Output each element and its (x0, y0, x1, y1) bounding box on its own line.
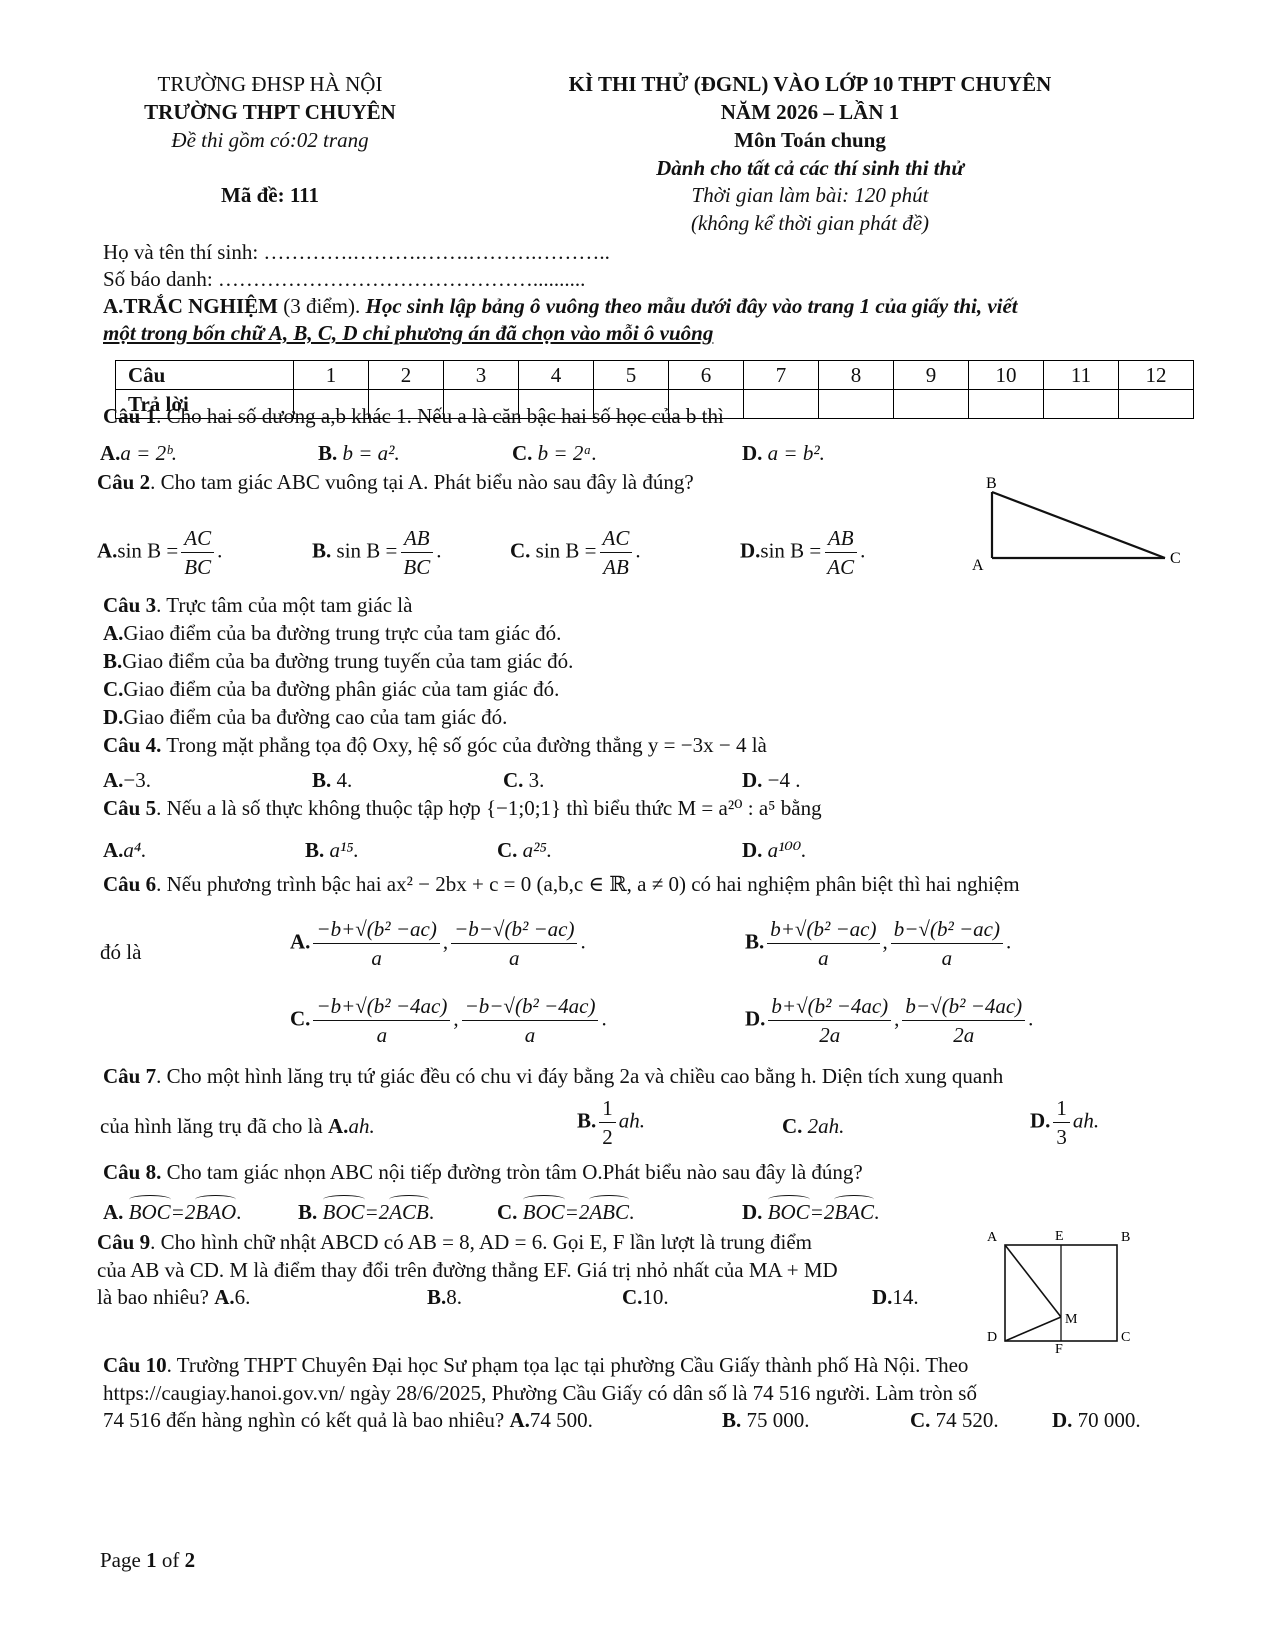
q4-option-b (312, 768, 352, 793)
q6-option-c: C. $\frac{\text{−b+√(b² −4ac)}}{a}$ , $\frac{\text{−b−√(b² −4ac)}}{a}$ . (290, 992, 607, 1050)
q6-a-den1: a (371, 946, 382, 971)
q2-text: . Cho tam giác ABC vuông tại A. Phát biểu nào sau đây là đúng? (150, 470, 694, 494)
q10-text-1: . Trường THPT Chuyên Đại học Sư phạm tọa lạc tại phường Cầu Giấy thành phố Hà Nội. Theo (166, 1353, 969, 1377)
q6-b-num2: b−√(b² −ac) (891, 915, 1003, 944)
q9-line-3 (97, 1285, 250, 1310)
q6-option-a-label: A. (290, 929, 311, 954)
q9-seg-ma (1005, 1245, 1061, 1317)
q1-option-b (318, 441, 400, 466)
q2-option-b-label: B. (312, 538, 332, 563)
q8-c-arc-lhs: BOC (522, 1200, 565, 1224)
q3-option-c-text: Giao điểm của ba đường phân giác của tam giác đó. (123, 677, 560, 701)
q10-label: Câu 10 (103, 1353, 167, 1377)
q7-b-tail: ah. (618, 1108, 646, 1133)
q3-option-b-text: Giao điểm của ba đường trung tuyến của tam giác đó. (122, 649, 574, 673)
q4-text: Trong mặt phẳng tọa độ Oxy, hệ số góc của đường thẳng y = −3x − 4 là (161, 733, 767, 757)
q5-option-b-label: B. (305, 838, 325, 862)
q6-c-num2: −b−√(b² −4ac) (462, 992, 599, 1021)
q8-stem (103, 1160, 863, 1185)
footer-prefix: Page (100, 1548, 147, 1572)
q5-stem (103, 796, 822, 821)
answer-table-header-traloi: Trả lời (116, 390, 294, 419)
answer-cell (819, 390, 894, 419)
q6-a-frac2 (451, 915, 577, 973)
answer-table-num: 3 (444, 361, 519, 390)
q2-fraction-a (181, 524, 214, 582)
q7-d-tail: ah. (1072, 1108, 1100, 1133)
q7-b-frac (599, 1094, 616, 1152)
q2-fraction-b (400, 524, 433, 582)
q4-option-d-text: −4 . (767, 768, 801, 792)
q10-option-c (910, 1408, 999, 1433)
q5-option-c (497, 838, 552, 863)
q6-c-den1: a (376, 1023, 388, 1048)
q5-option-d-label: D. (742, 838, 763, 862)
q9-option-b-text: 8. (446, 1285, 463, 1309)
q2-fraction-d (824, 524, 857, 582)
q5-option-b-text: a¹⁵. (329, 838, 359, 862)
answer-table-num: 5 (594, 361, 669, 390)
section-a-heading (103, 294, 1018, 319)
q7-text: . Cho một hình lăng trụ tứ giác đều có chu vi đáy bằng 2a và chiều cao bằng h. Diện tích xung quanh (156, 1064, 1004, 1088)
q5-option-c-label: C. (497, 838, 518, 862)
q6-option-c-label: C. (290, 1006, 311, 1031)
q7-option-c-label: C. (782, 1114, 803, 1138)
q6-b-frac2 (891, 915, 1003, 973)
q10-option-d-label: D. (1052, 1408, 1073, 1432)
q1-option-b-text: b = a². (342, 441, 400, 465)
q1-text: . Cho hai số dương a,b khác 1. Nếu a là căn bậc hai số học của b thì (156, 404, 724, 428)
exam-time-note: (không kể thời gian phát đề) (690, 211, 930, 235)
q6-c-frac1 (313, 992, 450, 1050)
candidate-id-label: Số báo danh: ……………………………………….......... (103, 267, 586, 291)
q10-option-b-label: B. (722, 1408, 742, 1432)
q10-option-c-text: 74 520. (935, 1408, 999, 1432)
q3-option-b-label: B. (103, 649, 123, 673)
answer-table-num: 9 (894, 361, 969, 390)
q8-c-eq: =2 (564, 1200, 590, 1224)
answer-table-num: 12 (1119, 361, 1194, 390)
q5-option-a-label: A. (103, 838, 124, 862)
q6-d-num2: b−√(b² −4ac) (902, 992, 1025, 1021)
q5-option-d-text: a¹⁰⁰. (767, 838, 807, 862)
q8-option-b-label: B. (298, 1200, 318, 1224)
q9-line-2: của AB và CD. M là điểm thay đổi trên đường thẳng EF. Giá trị nhỏ nhất của MA + MD (97, 1258, 838, 1282)
q5-option-a-text: a⁴. (123, 838, 147, 862)
answer-table-num: 6 (669, 361, 744, 390)
q8-option-c-label: C. (497, 1200, 518, 1224)
q6-a-num1: −b+√(b² −ac) (313, 915, 439, 944)
q2-num-c: AC (600, 524, 633, 553)
q2-stem (97, 470, 694, 495)
q9-option-b (427, 1285, 462, 1310)
q6-a-num2: −b−√(b² −ac) (451, 915, 577, 944)
q9-text-1: . Cho hình chữ nhật ABCD có AB = 8, AD = 6. Gọi E, F lần lượt là trung điểm (150, 1230, 812, 1254)
q5-option-d (742, 838, 807, 863)
q2-label-b: B (986, 475, 997, 492)
answer-table-num: 1 (294, 361, 369, 390)
q8-option-b: B. BOC=2ACB. (298, 1200, 435, 1224)
answer-table-num: 8 (819, 361, 894, 390)
q7-d-frac (1053, 1094, 1070, 1152)
q8-d-arc-lhs: BOC (767, 1200, 810, 1224)
q7-option-d-label: D. (1030, 1108, 1051, 1133)
q8-d-arc-rhs: BAC (834, 1200, 875, 1224)
q10-line-1 (103, 1353, 968, 1378)
q6-option-d: D. $\frac{\text{b+√(b² −4ac)}}{2a}$ , $\frac{\text{b−√(b² −4ac)}}{2a}$ . (745, 992, 1033, 1050)
q7-label: Câu 7 (103, 1064, 157, 1088)
q2-option-d: D.sin B = $\frac{AB}{AC}$ . (740, 524, 865, 582)
q6-label: Câu 6 (103, 872, 157, 896)
q3-option-c (103, 677, 559, 702)
q2-num-a: AC (181, 524, 214, 553)
exam-title: KÌ THI THỬ (ĐGNL) VÀO LỚP 10 THPT CHUYÊN (568, 72, 1052, 96)
q2-option-a-label: A. (97, 538, 118, 563)
q4-option-a (103, 768, 151, 793)
q9-label: Câu 9 (97, 1230, 151, 1254)
q8-b-eq: =2 (364, 1200, 390, 1224)
q2-triangle-figure (960, 470, 1190, 580)
q10-line-2: https://caugiay.hanoi.gov.vn/ ngày 28/6/2025, Phường Cầu Giấy có dân số là 74 516 người. Làm tròn số (103, 1381, 977, 1405)
q6-b-den1: a (818, 946, 829, 971)
q3-option-a-label: A. (103, 621, 124, 645)
q10-option-a-text: 74 500. (529, 1408, 593, 1432)
q2-option-c: C. sin B = $\frac{AC}{AB}$ . (510, 524, 641, 582)
q1-option-a (100, 441, 177, 466)
q6-option-d-label: D. (745, 1006, 766, 1031)
q6-b-frac1 (767, 915, 879, 973)
footer-of: of (156, 1548, 185, 1572)
q4-option-b-text: 4. (336, 768, 353, 792)
q1-option-d (742, 441, 825, 466)
q2-den-c: AB (603, 555, 629, 580)
q6-text: . Nếu phương trình bậc hai ax² − 2bx + c = 0 (a,b,c ∈ ℝ, a ≠ 0) có hai nghiệm phân biệt thì hai nghiệm (156, 872, 1020, 896)
q10-option-c-label: C. (910, 1408, 931, 1432)
q3-option-a (103, 621, 561, 646)
school-name-2: TRƯỜNG THPT CHUYÊN (144, 100, 396, 124)
answer-table-header-cau: Câu (116, 361, 294, 390)
q8-a-arc-rhs: BAO (195, 1200, 237, 1224)
q6-d-frac1 (768, 992, 891, 1050)
exam-code: Mã đề: 111 (221, 183, 319, 207)
q8-c-arc-rhs: ABC (589, 1200, 630, 1224)
q1-option-d-label: D. (742, 441, 763, 465)
q6-a-frac1 (313, 915, 439, 973)
section-a-instruction-1: Học sinh lập bảng ô vuông theo mẫu dưới đây vào trang 1 của giấy thi, viết (365, 294, 1018, 318)
q1-option-c-label: C. (512, 441, 533, 465)
q1-option-c (512, 441, 597, 466)
q8-a-arc-lhs: BOC (128, 1200, 171, 1224)
q4-option-d-label: D. (742, 768, 763, 792)
q2-side-bc (992, 492, 1165, 558)
q9-line-1 (97, 1230, 812, 1255)
q6-option-b-label: B. (745, 929, 765, 954)
q10-option-b (722, 1408, 810, 1433)
q2-lhs: sin B = (336, 538, 398, 563)
q8-label: Câu 8. (103, 1160, 162, 1184)
q3-option-b (103, 649, 573, 674)
q10-option-a-label: A. (509, 1408, 530, 1432)
q6-b-den2: a (941, 946, 953, 971)
q7-stem (103, 1064, 1003, 1089)
q1-option-a-text: a = 2ᵇ. (120, 441, 177, 465)
q8-option-a-label: A. (103, 1200, 124, 1224)
q6-d-den1: 2a (819, 1023, 841, 1048)
section-a-points: (3 điểm). (278, 294, 366, 318)
answer-table-num: 7 (744, 361, 819, 390)
q1-option-a-label: A. (100, 441, 121, 465)
q9-option-c-text: 10. (642, 1285, 669, 1309)
q6-option-a: A. $\frac{\text{−b+√(b² −ac)}}{a}$ , $\frac{\text{−b−√(b² −ac)}}{a}$ . (290, 915, 586, 973)
q8-option-a: A. BOC=2BAO. (103, 1200, 242, 1224)
q4-label: Câu 4. (103, 733, 162, 757)
q6-d-frac2 (902, 992, 1025, 1050)
q3-text: . Trực tâm của một tam giác là (156, 593, 413, 617)
school-name-1: TRƯỜNG ĐHSP HÀ NỘI (157, 72, 383, 96)
q2-label: Câu 2 (97, 470, 151, 494)
q8-option-c: C. BOC=2ABC. (497, 1200, 635, 1224)
q10-option-d (1052, 1408, 1141, 1433)
q7-b-num: 1 (599, 1094, 616, 1123)
q7-option-a-label: A. (328, 1114, 349, 1138)
q1-label: Câu 1 (103, 404, 157, 428)
q6-d-den2: 2a (953, 1023, 975, 1048)
q7-option-a-text: ah. (348, 1114, 375, 1138)
q7-option-b-label: B. (577, 1108, 597, 1133)
q6-d-num1: b+√(b² −4ac) (768, 992, 891, 1021)
q9-option-a-text: 6. (234, 1285, 251, 1309)
q4-option-d (742, 768, 801, 793)
q2-num-d: AB (825, 524, 857, 553)
q6-stem (103, 872, 1020, 897)
q9-label-f: F (1055, 1342, 1063, 1355)
answer-table-num: 11 (1044, 361, 1119, 390)
q7-b-den: 2 (602, 1125, 613, 1150)
q8-b-arc-rhs: ACB (389, 1200, 429, 1224)
q2-lhs: sin B = (117, 538, 179, 563)
q3-stem (103, 593, 412, 618)
exam-year: NĂM 2026 – LẦN 1 (720, 100, 900, 124)
q8-option-d-label: D. (742, 1200, 763, 1224)
q1-stem (103, 404, 724, 429)
answer-cell (894, 390, 969, 419)
q9-option-b-label: B. (427, 1285, 447, 1309)
q8-b-arc-lhs: BOC (322, 1200, 365, 1224)
q6-option-b: B. $\frac{\text{b+√(b² −ac)}}{a}$ , $\frac{\text{b−√(b² −ac)}}{a}$ . (745, 915, 1011, 973)
q8-option-d: D. BOC=2BAC. (742, 1200, 880, 1224)
candidate-name-label: Họ và tên thí sinh: ………….……….…….……….……….. (103, 240, 610, 264)
q2-option-d-label: D. (740, 538, 761, 563)
q2-den-a: BC (184, 555, 212, 580)
q10-option-d-text: 70 000. (1077, 1408, 1141, 1432)
footer-page-number: 1 (146, 1548, 157, 1572)
q2-option-a: A.sin B = $\frac{AC}{BC}$ . (97, 524, 222, 582)
q10-line-3 (103, 1408, 593, 1433)
q7-option-c (782, 1114, 844, 1139)
q7-lead (100, 1114, 375, 1139)
q5-option-b (305, 838, 359, 863)
q3-option-a-text: Giao điểm của ba đường trung trực của tam giác đó. (123, 621, 562, 645)
q2-den-b: BC (403, 555, 431, 580)
q2-num-b: AB (401, 524, 433, 553)
q5-option-c-text: a²⁵. (522, 838, 553, 862)
q9-option-c (622, 1285, 669, 1310)
q2-lhs: sin B = (535, 538, 597, 563)
q9-option-d-text: 14. (892, 1285, 919, 1309)
q9-rectangle-figure (985, 1225, 1135, 1355)
q9-label-d: D (987, 1330, 998, 1345)
q2-fraction-c (600, 524, 633, 582)
q9-label-e: E (1055, 1229, 1064, 1244)
answer-table-num: 10 (969, 361, 1044, 390)
q4-option-a-label: A. (103, 768, 124, 792)
q2-label-a: A (972, 557, 984, 574)
q6-a-den2: a (509, 946, 520, 971)
q8-a-eq: =2 (170, 1200, 196, 1224)
q4-option-a-text: −3. (123, 768, 152, 792)
q7-d-den: 3 (1056, 1125, 1067, 1150)
q2-option-c-label: C. (510, 538, 531, 563)
q9-option-a-label: A. (214, 1285, 235, 1309)
q7-option-b (577, 1094, 645, 1152)
answer-table-row-question (116, 361, 1194, 390)
q6-lead: đó là (100, 940, 142, 964)
q8-d-eq: =2 (809, 1200, 835, 1224)
q9-option-d-label: D. (872, 1285, 893, 1309)
q7-option-c-text: 2ah. (807, 1114, 845, 1138)
q4-option-c-text: 3. (528, 768, 545, 792)
q9-option-c-label: C. (622, 1285, 643, 1309)
answer-cell (744, 390, 819, 419)
q7-d-num: 1 (1053, 1094, 1070, 1123)
q2-label-c: C (1170, 550, 1181, 567)
q3-option-d-text: Giao điểm của ba đường cao của tam giác đó. (123, 705, 508, 729)
q7-option-d (1030, 1094, 1099, 1152)
exam-subject: Môn Toán chung (734, 128, 886, 152)
q5-label: Câu 5 (103, 796, 157, 820)
q4-option-c-label: C. (503, 768, 524, 792)
q9-label-a: A (987, 1230, 998, 1245)
pages-note: Đề thi gồm có:02 trang (171, 128, 369, 152)
q6-c-num1: −b+√(b² −4ac) (313, 992, 450, 1021)
q1-option-d-text: a = b². (767, 441, 825, 465)
q8-text: Cho tam giác nhọn ABC nội tiếp đường tròn tâm O.Phát biểu nào sau đây là đúng? (161, 1160, 863, 1184)
q9-label-c: C (1121, 1330, 1131, 1345)
page-footer (100, 1548, 195, 1573)
q5-option-a (103, 838, 146, 863)
q3-option-c-label: C. (103, 677, 124, 701)
answer-table-num: 4 (519, 361, 594, 390)
q1-option-c-text: b = 2ᵃ. (537, 441, 597, 465)
answer-cell (1044, 390, 1119, 419)
q9-seg-md (1005, 1317, 1061, 1341)
section-a-instruction-2: một trong bốn chữ A, B, C, D chỉ phương án đã chọn vào mỗi ô vuông (103, 321, 714, 345)
footer-page-total: 2 (184, 1548, 196, 1572)
q7-lead-text: của hình lăng trụ đã cho là (100, 1114, 323, 1138)
q6-c-den2: a (524, 1023, 536, 1048)
q3-option-d-label: D. (103, 705, 124, 729)
answer-table-num: 2 (369, 361, 444, 390)
q3-option-d (103, 705, 507, 730)
q4-stem (103, 733, 767, 758)
q10-option-b-text: 75 000. (746, 1408, 810, 1432)
q4-option-c (503, 768, 544, 793)
q2-den-d: AC (827, 555, 855, 580)
q4-option-b-label: B. (312, 768, 332, 792)
exam-time: Thời gian làm bài: 120 phút (691, 183, 929, 207)
q5-text: . Nếu a là số thực không thuộc tập hợp {−1;0;1} thì biểu thức M = a²⁰ : a⁵ bằng (156, 796, 822, 820)
q2-option-b: B. sin B = $\frac{AB}{BC}$ . (312, 524, 441, 582)
answer-cell (969, 390, 1044, 419)
answer-cell (1119, 390, 1194, 419)
q9-label-b: B (1121, 1230, 1131, 1245)
q10-text-3: 74 516 đến hàng nghìn có kết quả là bao nhiêu? (103, 1408, 505, 1432)
q1-option-b-label: B. (318, 441, 338, 465)
q6-c-frac2 (462, 992, 599, 1050)
q9-label-m: M (1065, 1312, 1078, 1327)
q3-label: Câu 3 (103, 593, 157, 617)
exam-audience: Dành cho tất cả các thí sinh thi thử (656, 156, 964, 180)
q6-b-num1: b+√(b² −ac) (767, 915, 879, 944)
q9-text-3: là bao nhiêu? (97, 1285, 209, 1309)
section-a-title: A.TRẮC NGHIỆM (103, 294, 279, 318)
q2-lhs: sin B = (760, 538, 822, 563)
q9-option-d (872, 1285, 919, 1310)
